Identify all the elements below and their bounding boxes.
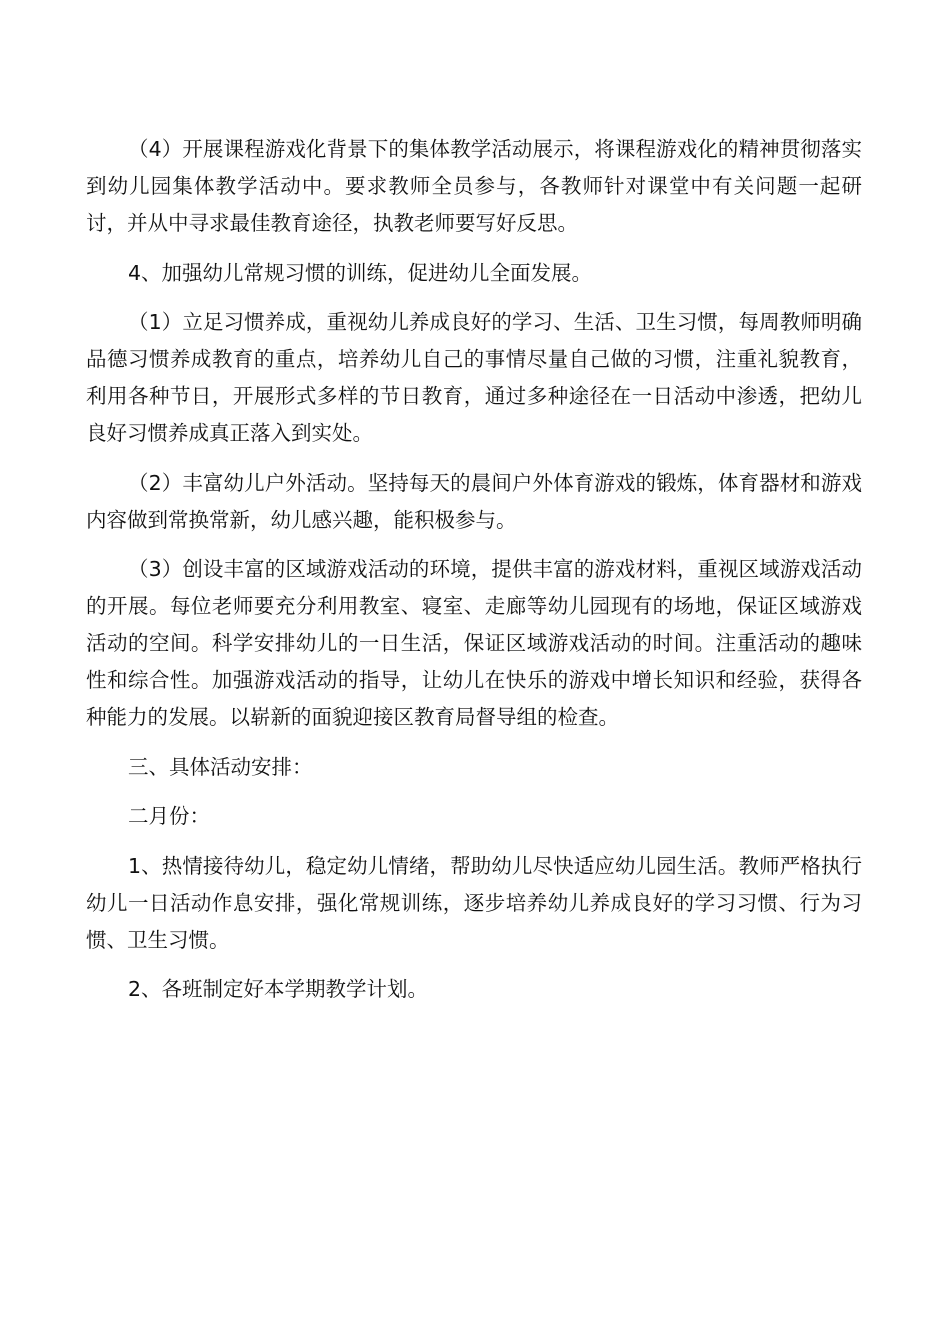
paragraph-february-item-1: 1、热情接待幼儿，稳定幼儿情绪，帮助幼儿尽快适应幼儿园生活。教师严格执行幼儿一日活动作息安排，强化常规训练，逐步培养幼儿养成良好的学习习惯、行为习惯、卫生习惯。 <box>86 853 862 952</box>
document-body <box>86 131 862 1021</box>
paragraph-outdoor-activities: （2）丰富幼儿户外活动。坚持每天的晨间户外体育游戏的锻炼，体育器材和游戏内容做到常换常新，幼儿感兴趣，能积极参与。 <box>86 470 862 532</box>
paragraph-routine-habits-heading: 4、加强幼儿常规习惯的训练，促进幼儿全面发展。 <box>128 260 593 285</box>
paragraph-group-teaching-showcase: （4）开展课程游戏化背景下的集体教学活动展示，将课程游戏化的精神贯彻落实到幼儿园集体教学活动中。要求教师全员参与，各教师针对课堂中有关问题一起研讨，并从中寻求最佳教育途径，执教老师要写好反思。 <box>86 137 862 235</box>
paragraph-habit-formation: （1）立足习惯养成，重视幼儿养成良好的学习、生活、卫生习惯，每周教师明确品德习惯养成教育的重点，培养幼儿自己的事情尽量自己做的习惯，注重礼貌教育，利用各种节日，开展形式多样的节日教育，通过多种途径在一日活动中渗透，把幼儿良好习惯养成真正落入到实处。 <box>86 310 862 445</box>
month-heading-february: 二月份： <box>128 804 210 828</box>
section-heading-activity-schedule: 三、具体活动安排： <box>128 754 313 779</box>
paragraph-february-item-2: 2、各班制定好本学期教学计划。 <box>128 977 429 1001</box>
paragraph-area-games: （3）创设丰富的区域游戏活动的环境，提供丰富的游戏材料，重视区域游戏活动的开展。每位老师要充分利用教室、寝室、走廊等幼儿园现有的场地，保证区域游戏活动的空间。科学安排幼儿的一日生活，保证区域游戏活动的时间。注重活动的趣味性和综合性。加强游戏活动的指导，让幼儿在快乐的游戏中增长知识和经验，获得各种能力的发展。以崭新的面貌迎接区教育局督导组的检查。 <box>86 557 862 729</box>
